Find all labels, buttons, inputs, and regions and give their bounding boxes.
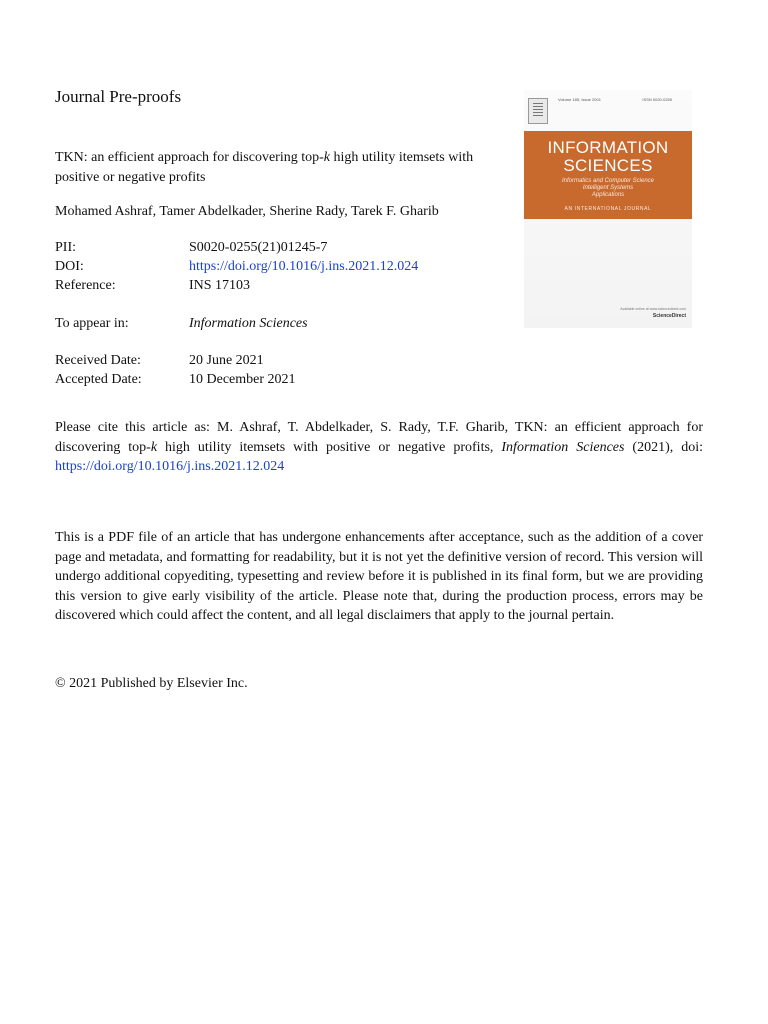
cover-international-journal: AN INTERNATIONAL JOURNAL (564, 206, 652, 212)
citation-text-1: Please cite this article as: M. Ashraf, T. Abdelkader, S. Rady, T.F. Gharib, TKN: an efficient approach for discovering top- (55, 420, 703, 455)
sciencedirect-logo: ScienceDirect (652, 313, 686, 319)
article-title-k: k (323, 150, 330, 165)
received-date-value: 20 June 2021 (189, 353, 264, 368)
cover-title-line2: SCIENCES (563, 156, 653, 175)
cover-title-band (524, 131, 692, 219)
appear-in-label: To appear in: (55, 316, 129, 331)
doi-link[interactable]: https://doi.org/10.1016/j.ins.2021.12.024 (189, 259, 419, 274)
appear-in-value: Information Sciences (189, 316, 308, 331)
article-title (55, 148, 495, 188)
cover-issn-line: ISSN 0020-0255 (642, 97, 672, 102)
reference-value: INS 17103 (189, 278, 251, 293)
received-date-label: Received Date: (55, 353, 141, 368)
citation-text-3: (2021), doi: (624, 439, 703, 455)
accepted-date-label: Accepted Date: (55, 372, 142, 387)
cover-title-line1: INFORMATION (547, 138, 669, 157)
journal-pre-proofs-label: Journal Pre-proofs (55, 87, 182, 106)
author-list: Mohamed Ashraf, Tamer Abdelkader, Sherine Rady, Tarek F. Gharib (55, 204, 439, 219)
citation-journal: Information Sciences (501, 439, 625, 455)
cover-subtitle-1: Informatics and Computer Science (561, 178, 655, 184)
article-title-part2: high utility itemsets with positive or negative profits (55, 150, 474, 185)
journal-cover-image (524, 90, 692, 328)
doi-label: DOI: (55, 259, 84, 274)
citation-text-2: high utility itemsets with positive or negative profits, (157, 439, 502, 455)
elsevier-tree-icon (528, 98, 548, 124)
citation-paragraph (55, 418, 703, 477)
cover-footer-url: Available online at www.sciencedirect.com (620, 307, 686, 311)
pii-value: S0020-0255(21)01245-7 (189, 240, 328, 255)
citation-doi-link[interactable]: https://doi.org/10.1016/j.ins.2021.12.024 (55, 459, 285, 474)
reference-label: Reference: (55, 278, 116, 293)
copyright-line: © 2021 Published by Elsevier Inc. (55, 676, 248, 691)
cover-subtitle-2: Intelligent Systems (582, 185, 634, 191)
cover-volume-line: Volume 185, Issue 2001 (558, 97, 601, 102)
pii-label: PII: (55, 240, 76, 255)
pre-proof-notice: This is a PDF file of an article that has undergone enhancements after acceptance, such as the addition of a cover page and metadata, and formatting for readability, but it is not yet the definitive version of record. This version will undergo additional copyediting, typesetting and review before it is published in its final form, but we are providing this version to give early visibility of the article. Please note that, during the production process, errors may be discovered which could affect the content, and all legal disclaimers that apply to the journal pertain. (55, 530, 703, 623)
citation-k: k (150, 439, 158, 455)
accepted-date-value: 10 December 2021 (189, 372, 296, 387)
cover-subtitle-3: Applications (591, 192, 625, 198)
cover-top-strip (524, 90, 692, 130)
article-title-part1: TKN: an efficient approach for discovering top- (55, 150, 324, 165)
